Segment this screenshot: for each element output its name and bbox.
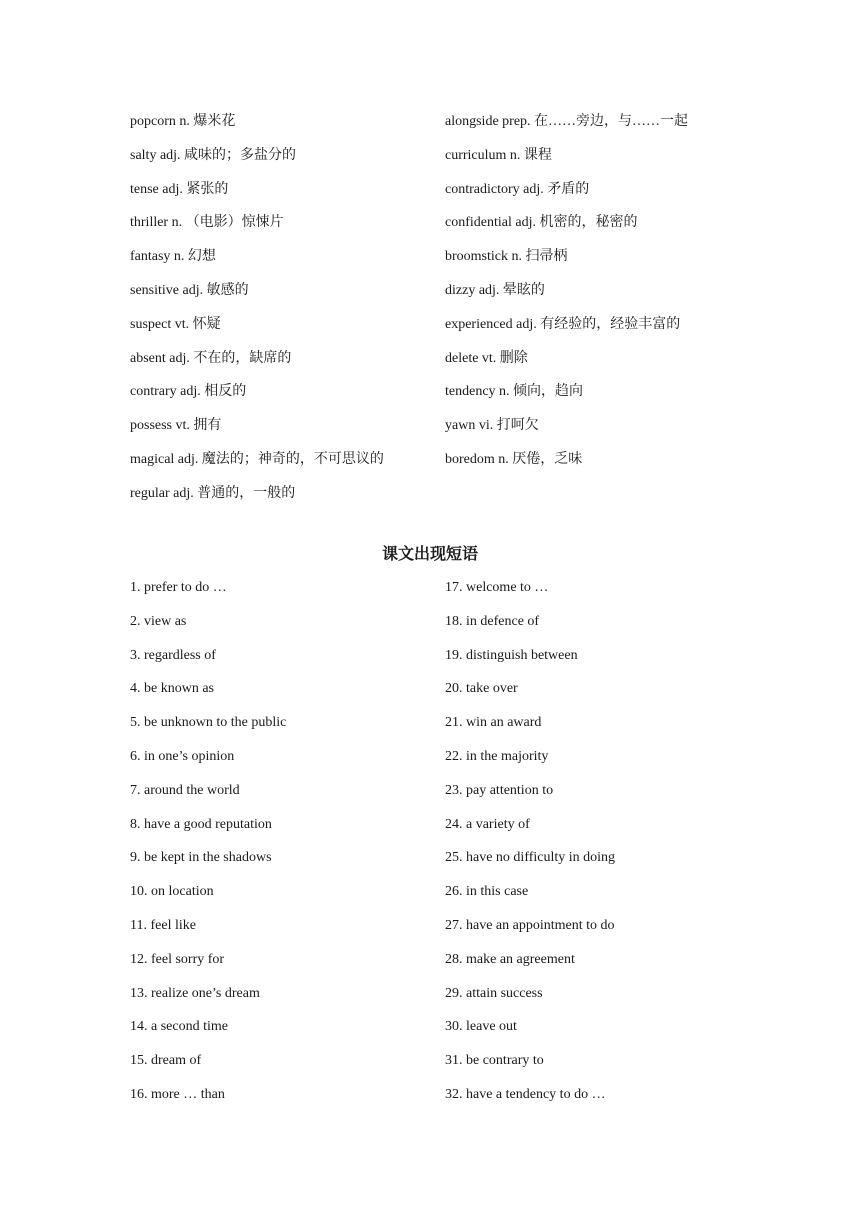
phrase-item: 29. attain success — [445, 985, 543, 1001]
phrase-item: 11. feel like — [130, 917, 196, 933]
phrase-item: 7. around the world — [130, 782, 240, 798]
phrase-item: 32. have a tendency to do … — [445, 1086, 606, 1102]
phrase-item: 14. a second time — [130, 1019, 228, 1035]
phrase-item: 25. have no difficulty in doing — [445, 850, 616, 866]
phrase-item: 23. pay attention to — [445, 782, 554, 798]
phrase-item: 31. be contrary to — [445, 1053, 544, 1069]
phrase-item: 2. view as — [130, 613, 187, 629]
vocab-item: thriller n. （电影）惊悚片 — [130, 215, 284, 231]
phrase-item: 24. a variety of — [445, 816, 530, 832]
vocab-item: curriculum n. 课程 — [445, 147, 552, 163]
phrase-item: 10. on location — [130, 884, 214, 900]
phrase-item: 22. in the majority — [445, 748, 549, 764]
vocab-item: possess vt. 拥有 — [130, 418, 222, 434]
phrase-item: 27. have an appointment to do — [445, 917, 615, 933]
vocab-item: experienced adj. 有经验的，经验丰富的 — [445, 316, 681, 332]
vocab-item: contrary adj. 相反的 — [130, 384, 247, 400]
vocab-item: fantasy n. 幻想 — [130, 249, 216, 265]
phrase-item: 13. realize one’s dream — [130, 985, 260, 1001]
phrase-item: 16. more … than — [130, 1086, 225, 1102]
vocab-item: delete vt. 删除 — [445, 350, 528, 366]
vocab-item: yawn vi. 打呵欠 — [445, 418, 539, 434]
phrase-item: 17. welcome to … — [445, 580, 549, 595]
vocab-item: sensitive adj. 敏感的 — [130, 282, 249, 298]
phrase-item: 21. win an award — [445, 715, 542, 731]
phrase-item: 28. make an agreement — [445, 951, 575, 967]
vocab-item: suspect vt. 怀疑 — [130, 316, 221, 332]
phrase-item: 9. be kept in the shadows — [130, 850, 272, 866]
vocab-item: confidential adj. 机密的，秘密的 — [445, 215, 638, 231]
vocab-item: contradictory adj. 矛盾的 — [445, 181, 590, 197]
phrase-item: 1. prefer to do … — [130, 580, 227, 595]
vocab-item: boredom n. 厌倦，乏味 — [445, 451, 583, 467]
vocab-item: popcorn n. 爆米花 — [130, 114, 236, 129]
vocab-item: magical adj. 魔法的；神奇的，不可思议的 — [130, 451, 384, 467]
section-title: 课文出现短语 — [381, 544, 478, 563]
vocab-item: salty adj. 咸味的；多盐分的 — [130, 147, 297, 163]
phrase-item: 18. in defence of — [445, 613, 540, 629]
phrase-item: 5. be unknown to the public — [130, 715, 287, 731]
vocab-item: tendency n. 倾向，趋向 — [445, 384, 584, 400]
vocab-item: alongside prep. 在……旁边，与……一起 — [445, 114, 689, 129]
vocab-item: regular adj. 普通的，一般的 — [130, 485, 296, 501]
phrase-item: 4. be known as — [130, 681, 214, 697]
vocabulary-list — [130, 114, 740, 520]
phrase-list — [130, 580, 740, 1121]
vocab-item: dizzy adj. 晕眩的 — [445, 282, 545, 298]
phrase-item: 3. regardless of — [130, 647, 216, 663]
vocab-item: broomstick n. 扫帚柄 — [445, 249, 568, 265]
phrase-item: 8. have a good reputation — [130, 816, 272, 832]
phrase-item: 12. feel sorry for — [130, 951, 225, 967]
phrase-item: 6. in one’s opinion — [130, 748, 235, 764]
vocab-item: tense adj. 紧张的 — [130, 181, 229, 197]
phrase-item: 26. in this case — [445, 884, 529, 900]
vocab-item: absent adj. 不在的，缺席的 — [130, 350, 292, 366]
phrase-item: 15. dream of — [130, 1053, 202, 1069]
phrase-item: 20. take over — [445, 681, 518, 697]
phrase-item: 19. distinguish between — [445, 647, 578, 663]
phrase-item: 30. leave out — [445, 1019, 517, 1035]
